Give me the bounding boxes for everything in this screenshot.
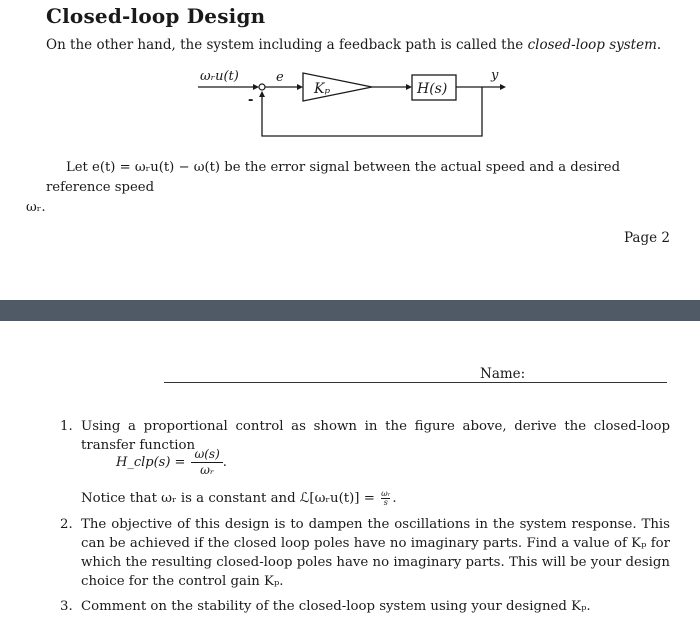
notice-text bbox=[81, 489, 397, 508]
formula-fraction bbox=[191, 447, 222, 478]
formula-end: . bbox=[222, 455, 227, 470]
intro-end: . bbox=[656, 37, 662, 53]
notice-fraction bbox=[381, 490, 390, 507]
plant-label: H(s) bbox=[417, 81, 448, 97]
intro-paragraph bbox=[46, 37, 661, 53]
question-text: Using a proportional control as shown in the figure above, derive the closed-loop transfer function bbox=[81, 419, 670, 453]
page-separator bbox=[0, 300, 700, 321]
diagram-output-label: y bbox=[491, 68, 499, 83]
page-number: Page 2 bbox=[623, 230, 670, 246]
name-label: Name: bbox=[480, 366, 526, 382]
question-number: 1. bbox=[60, 419, 73, 434]
error-definition-line-2: ωᵣ. bbox=[26, 200, 46, 215]
diagram-output-arrow bbox=[500, 84, 506, 90]
question-1 bbox=[60, 417, 670, 507]
formula-lhs: H_clp(s) = bbox=[116, 455, 186, 470]
transfer-function-formula bbox=[116, 447, 227, 478]
notice-prefix: Notice that ωᵣ is a constant and ℒ[ωᵣu(t)] = bbox=[81, 491, 375, 506]
error-definition bbox=[26, 158, 668, 218]
name-line bbox=[164, 382, 667, 383]
block-diagram bbox=[180, 62, 520, 152]
question-3 bbox=[60, 597, 670, 616]
diagram-minus-sign: - bbox=[248, 93, 254, 108]
notice-end: . bbox=[392, 491, 397, 506]
diagram-gain-arrow bbox=[406, 84, 412, 90]
diagram-error-arrow bbox=[297, 84, 303, 90]
notice-fraction-numerator: ωᵣ bbox=[381, 489, 391, 498]
formula-numerator: ω(s) bbox=[191, 447, 222, 463]
summing-junction bbox=[259, 84, 265, 90]
intro-text: On the other hand, the system including a feedback path is called the bbox=[46, 37, 524, 53]
question-2 bbox=[60, 515, 670, 591]
intro-emphasis: closed-loop system bbox=[527, 37, 657, 53]
error-definition-line-1: Let e(t) = ωᵣu(t) − ω(t) be the error signal between the actual speed and a desired reference speed bbox=[46, 160, 621, 195]
diagram-input-label: ωᵣu(t) bbox=[200, 69, 239, 84]
section-title: Closed-loop Design bbox=[46, 4, 266, 28]
question-text: Comment on the stability of the closed-loop system using your designed Kₚ. bbox=[81, 599, 591, 614]
question-number: 3. bbox=[60, 599, 73, 614]
gain-label: Kₚ bbox=[314, 81, 331, 97]
question-text: The objective of this design is to dampen the oscillations in the system response. This can be achieved if the closed loop poles have no imaginary parts. Find a value of Kₚ for which the resulting closed-loop poles have no imaginary parts. This will be your design choice for the control gain Kₚ. bbox=[81, 517, 670, 589]
diagram-error-label: e bbox=[276, 70, 284, 85]
page-2-top bbox=[0, 0, 700, 300]
feedback-arrow bbox=[259, 91, 265, 97]
notice-fraction-denominator: s bbox=[383, 498, 388, 507]
formula-denominator: ωᵣ bbox=[200, 463, 215, 477]
page-3-top bbox=[0, 321, 700, 624]
diagram-input-arrow bbox=[253, 84, 259, 90]
question-number: 2. bbox=[60, 517, 73, 532]
